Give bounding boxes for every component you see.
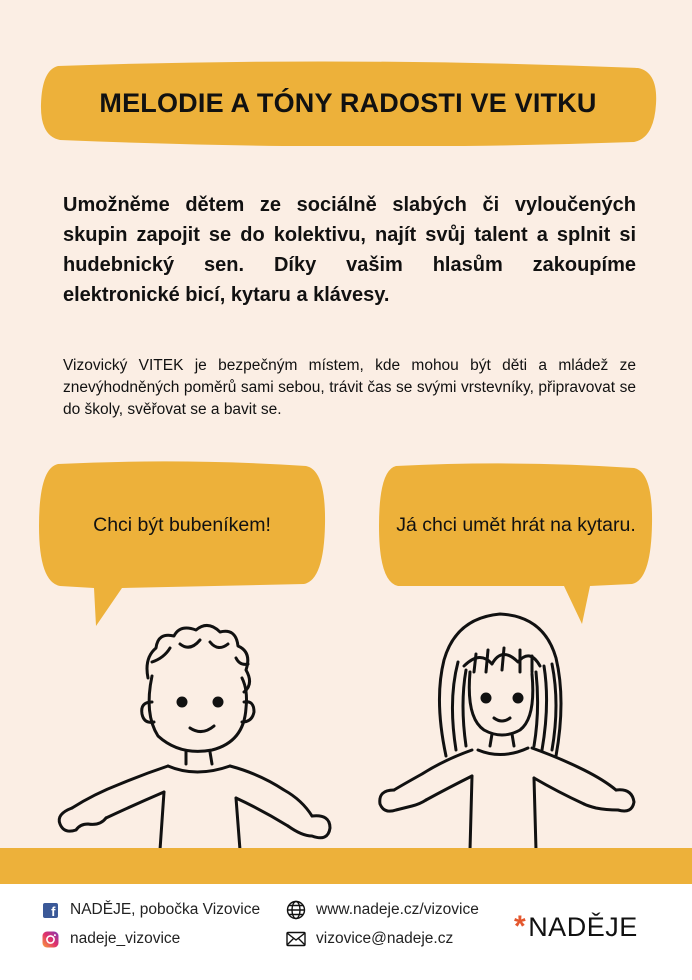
floor-band bbox=[0, 848, 692, 884]
instagram-link[interactable] bbox=[40, 929, 180, 949]
body-paragraph: Vizovický VITEK je bezpečným místem, kde mohou být děti a mládež ze znevýhodněných poměrů sami sebou, trávit čas se svými vrstevníky, připravovat se do školy, svěřovat se a bavit se. bbox=[63, 357, 636, 418]
logo-text: NADĚJE bbox=[528, 911, 638, 942]
boy-illustration bbox=[40, 618, 340, 850]
globe-icon bbox=[286, 900, 306, 920]
facebook-link[interactable] bbox=[40, 900, 260, 920]
lead-paragraph: Umožněme dětem ze sociálně slabých či vyloučených skupin zapojit se do kolektivu, najít svůj talent a splnit si hudebnický sen. Díky vašim hlasům zakoupíme elektronické bicí, kytaru a klávesy. bbox=[63, 194, 636, 306]
speech-bubble-left-text: Chci být bubeníkem! bbox=[93, 513, 271, 536]
facebook-label: NADĚJE, pobočka Vizovice bbox=[70, 901, 261, 918]
page-title: MELODIE A TÓNY RADOSTI VE VITKU bbox=[99, 87, 597, 118]
website-label: www.nadeje.cz/vizovice bbox=[316, 901, 479, 918]
envelope-icon bbox=[286, 929, 306, 949]
logo-asterisk-icon: * bbox=[514, 910, 527, 943]
email-link[interactable] bbox=[286, 929, 453, 949]
nadeje-logo bbox=[514, 910, 638, 944]
website-link[interactable] bbox=[286, 900, 479, 920]
facebook-icon: f bbox=[40, 900, 60, 920]
instagram-label: nadeje_vizovice bbox=[70, 930, 181, 947]
instagram-icon bbox=[40, 929, 60, 949]
speech-bubble-right-text: Já chci umět hrát na kytaru. bbox=[396, 513, 636, 536]
email-label: vizovice@nadeje.cz bbox=[316, 930, 454, 947]
girl-illustration bbox=[360, 600, 650, 850]
